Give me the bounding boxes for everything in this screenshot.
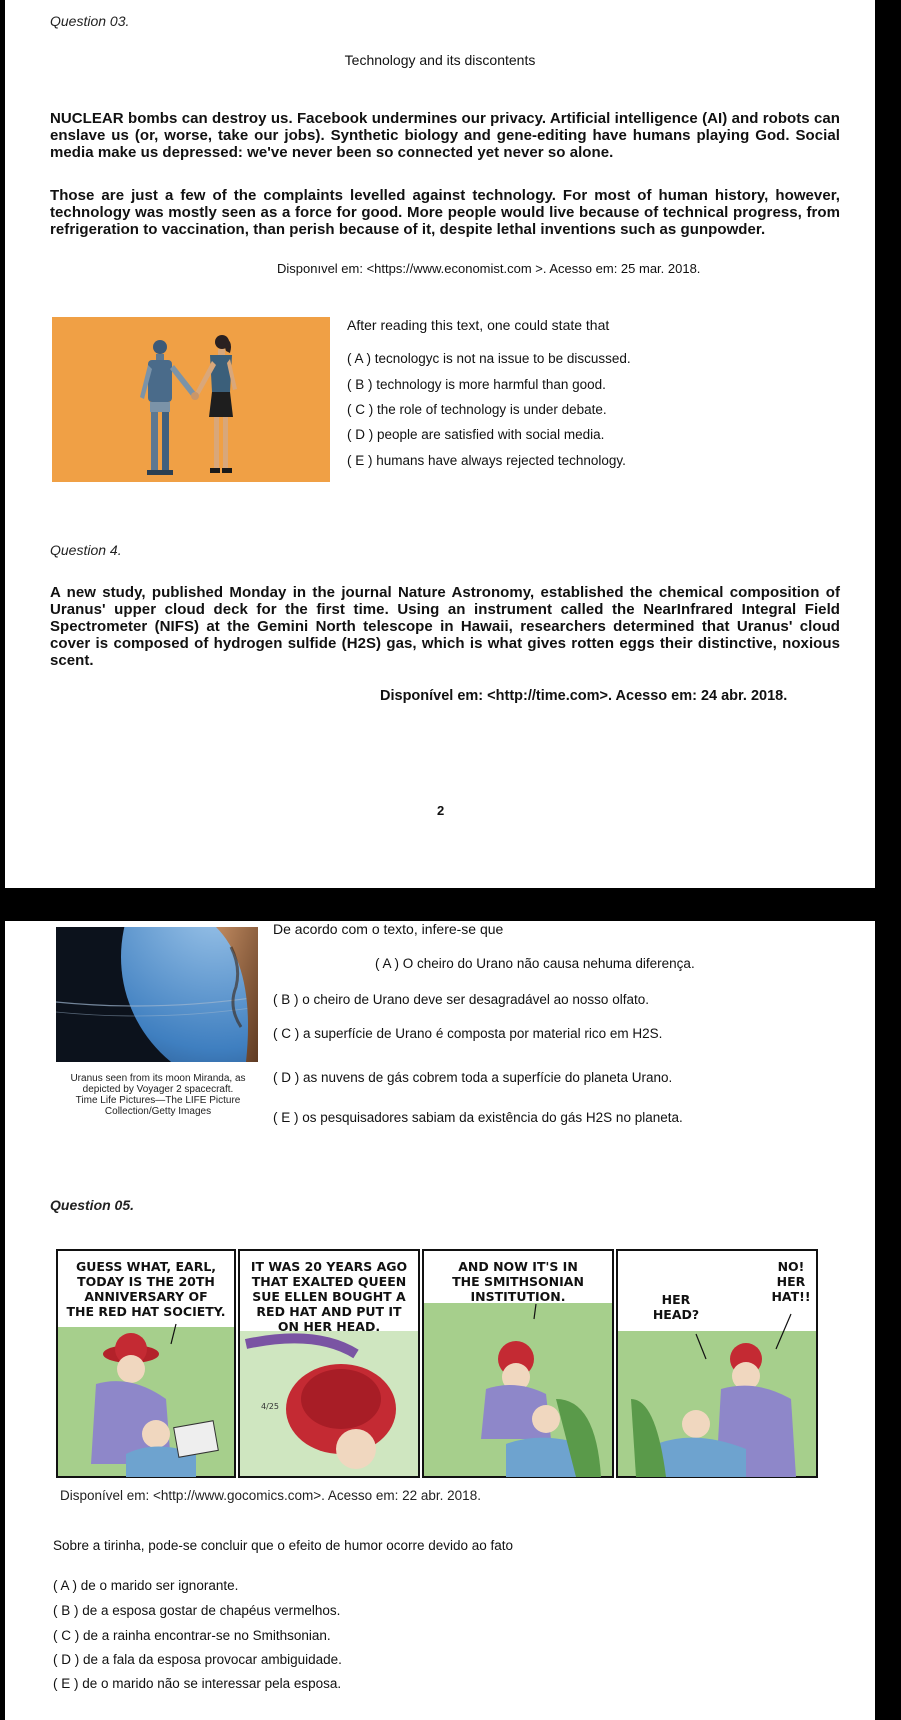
page-number: 2 — [437, 803, 445, 818]
handshake-illustration — [52, 317, 330, 482]
uranus-planet-icon — [56, 927, 258, 1062]
question-3-option-c[interactable]: ( C ) the role of technology is under debate. — [347, 402, 607, 417]
question-4-option-a[interactable]: ( A ) O cheiro do Urano não causa nehuma diferença. — [375, 956, 695, 971]
question-4-option-e[interactable]: ( E ) os pesquisadores sabiam da existência do gás H2S no planeta. — [273, 1110, 683, 1125]
comic-panel-4-no-line-2: HER — [776, 1274, 806, 1289]
question-3-option-e[interactable]: ( E ) humans have always rejected technology. — [347, 453, 626, 468]
question-3-option-a[interactable]: ( A ) tecnologyc is not na issue to be discussed. — [347, 351, 631, 366]
comic-panel-1-line-4: THE RED HAT SOCIETY. — [66, 1304, 226, 1319]
comic-panel-4-her-line-1: HER — [661, 1292, 691, 1307]
question-3-option-b[interactable]: ( B ) technology is more harmful than good. — [347, 377, 606, 392]
question-3-prompt: After reading this text, one could state that — [347, 317, 610, 333]
uranus-caption-line-3: Time Life Pictures—The LIFE Picture — [75, 1095, 241, 1106]
question-3-label: Question 03. — [50, 13, 130, 29]
comic-panel-2-line-5: ON HER HEAD. — [277, 1319, 381, 1334]
question-4-source: Disponível em: <http://time.com>. Acesso em: 24 abr. 2018. — [380, 688, 788, 704]
question-4-option-c[interactable]: ( C ) a superfície de Urano é composta por material rico em H2S. — [273, 1026, 663, 1041]
question-4-prompt: De acordo com o texto, infere-se que — [273, 921, 504, 937]
comic-strip-art — [56, 1249, 819, 1479]
comic-panel-4-no-line-1: NO! — [777, 1259, 805, 1274]
comic-strip — [56, 1249, 819, 1479]
question-5-label: Question 05. — [50, 1197, 135, 1213]
question-3-title: Technology and its discontents — [344, 52, 536, 68]
uranus-image — [56, 927, 258, 1062]
question-5-option-a[interactable]: ( A ) de o marido ser ignorante. — [53, 1578, 239, 1593]
comic-panel-1-line-2: TODAY IS THE 20TH — [77, 1274, 215, 1289]
comic-panel-2-line-2: THAT EXALTED QUEEN — [251, 1274, 407, 1289]
question-5-option-b[interactable]: ( B ) de a esposa gostar de chapéus vermelhos. — [53, 1603, 341, 1618]
question-3-source: Disponıvel em: <https://www.economist.com >. Acesso em: 25 mar. 2018. — [277, 261, 701, 276]
comic-panel-3-line-3: INSTITUTION. — [470, 1289, 566, 1304]
question-4-option-b[interactable]: ( B ) o cheiro de Urano deve ser desagradável ao nosso olfato. — [273, 992, 649, 1007]
comic-panel-1-line-3: ANNIVERSARY OF — [84, 1289, 208, 1304]
comic-panel-3-line-2: THE SMITHSONIAN — [452, 1274, 584, 1289]
comic-panel-4-no-line-3: HAT!! — [771, 1289, 811, 1304]
handshake-figures-icon — [52, 317, 330, 482]
comic-panel-3-line-1: AND NOW IT'S IN — [458, 1259, 578, 1274]
uranus-caption-line-1: Uranus seen from its moon Miranda, as — [70, 1073, 246, 1084]
comic-source: Disponível em: <http://www.gocomics.com>. Acesso em: 22 abr. 2018. — [60, 1488, 481, 1503]
page-1 — [5, 0, 875, 888]
question-5-prompt: Sobre a tirinha, pode-se concluir que o efeito de humor ocorre devido ao fato — [53, 1538, 514, 1553]
question-5-option-d[interactable]: ( D ) de a fala da esposa provocar ambiguidade. — [53, 1652, 342, 1667]
question-4-option-d[interactable]: ( D ) as nuvens de gás cobrem toda a superfície do planeta Urano. — [273, 1070, 673, 1085]
comic-date: 4/25 — [261, 1402, 279, 1411]
question-4-paragraph: A new study, published Monday in the journal Nature Astronomy, established the chemical composition of Uranus' upper cloud deck for the first time. Using an instrument called the NearInfrared Integral Field Spectrometer (NIFS) at the Gemini North telescope in Hawaii, researchers determined that Uranus' cloud cover is composed of hydrogen sulfide (H2S) gas, which is what gives rotten eggs their distinctive, noxious scent. — [50, 584, 840, 669]
uranus-caption — [57, 1073, 259, 1117]
question-4-label: Question 4. — [50, 542, 122, 558]
comic-panel-4-her-line-2: HEAD? — [652, 1307, 700, 1322]
page-2 — [5, 921, 875, 1720]
comic-panel-2-line-1: IT WAS 20 YEARS AGO — [250, 1259, 408, 1274]
question-3-option-d[interactable]: ( D ) people are satisfied with social media. — [347, 427, 605, 442]
question-5-option-c[interactable]: ( C ) de a rainha encontrar-se no Smithsonian. — [53, 1628, 331, 1643]
question-5-option-e[interactable]: ( E ) de o marido não se interessar pela esposa. — [53, 1676, 342, 1691]
comic-panel-1-line-1: GUESS WHAT, EARL, — [75, 1259, 217, 1274]
comic-panel-2-line-4: RED HAT AND PUT IT — [256, 1304, 402, 1319]
question-3-paragraph-1: NUCLEAR bombs can destroy us. Facebook undermines our privacy. Artificial intelligence (AI) and robots can enslave us (or, worse, take our jobs). Synthetic biology and gene-editing have humans playing God. Social media make us depressed: we've never been so connected yet never so alone. — [50, 110, 840, 161]
question-3-paragraph-2: Those are just a few of the complaints levelled against technology. For most of human history, however, technology was mostly seen as a force for good. More people would live because of technical progress, from refrigeration to vaccination, than perish because of it, despite lethal inventions such as gunpowder. — [50, 187, 840, 238]
uranus-caption-line-2: depicted by Voyager 2 spacecraft. — [82, 1084, 234, 1095]
comic-panel-2-line-3: SUE ELLEN BOUGHT A — [252, 1289, 406, 1304]
uranus-caption-line-4: Collection/Getty Images — [104, 1106, 212, 1117]
